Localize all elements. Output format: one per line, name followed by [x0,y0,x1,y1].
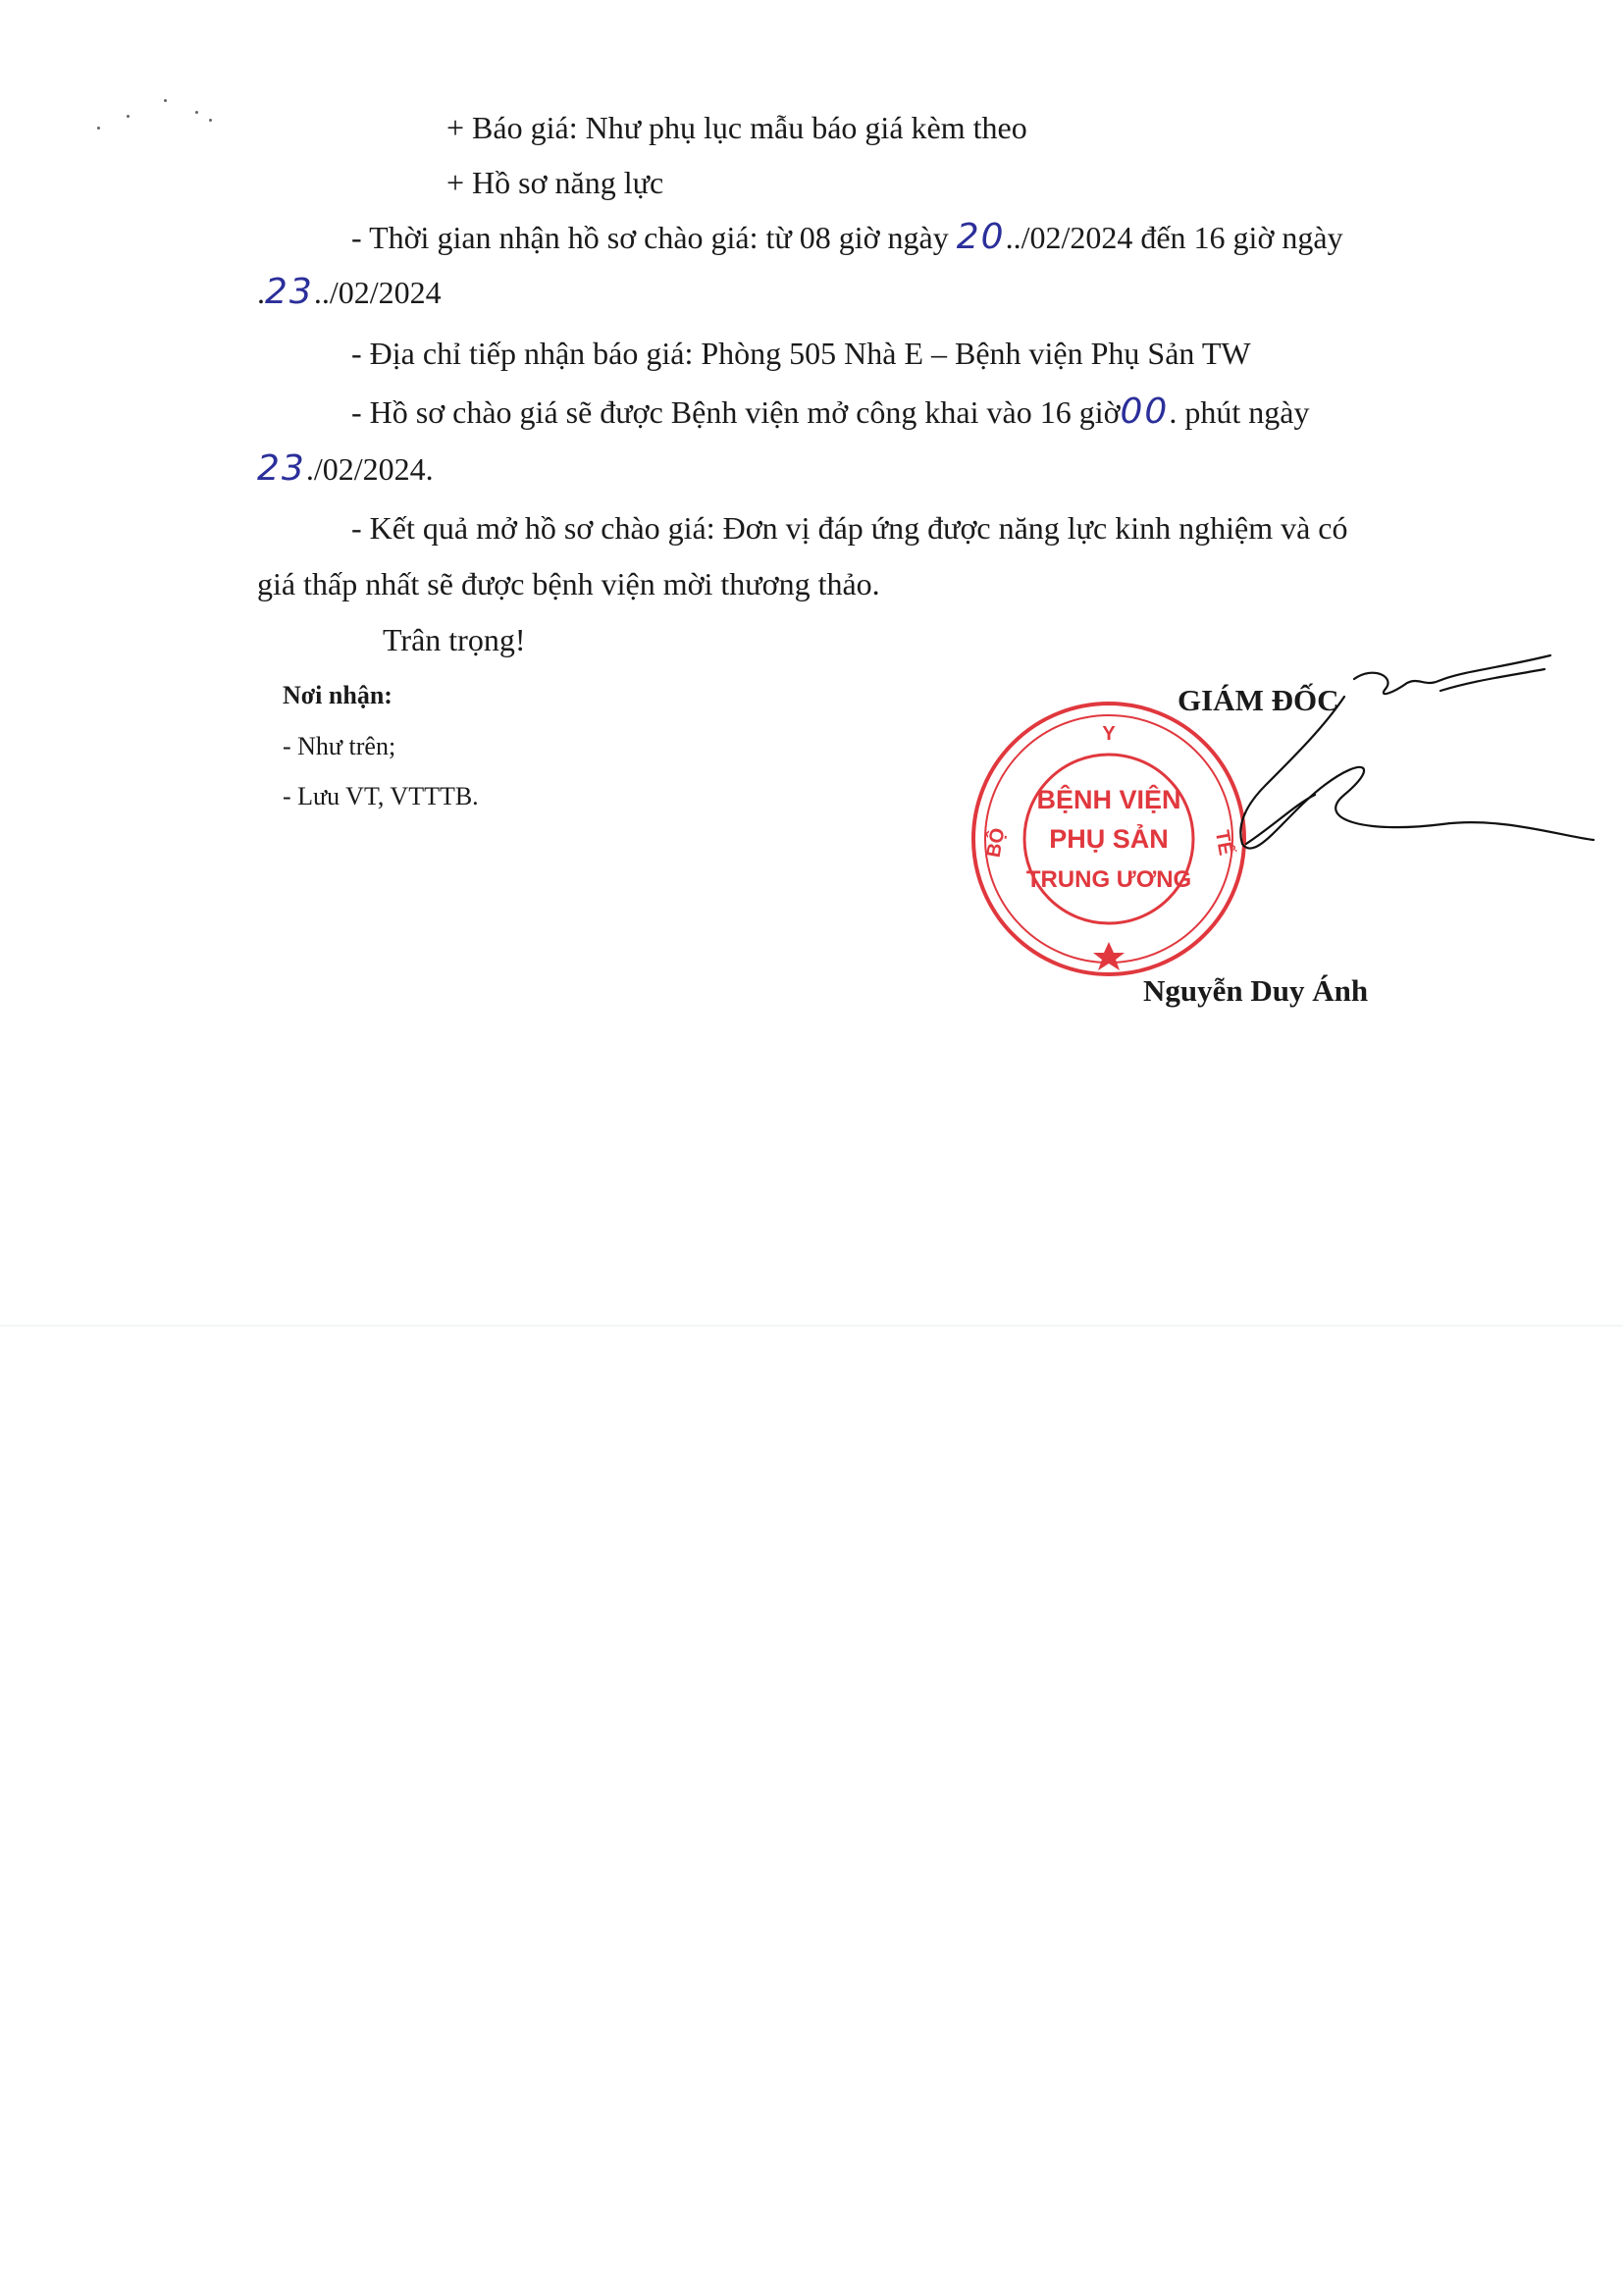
mo-ho-so-date-line: 23./02/2024. [257,448,434,489]
scan-artifact-line [0,1325,1623,1327]
thoi-gian-end-line: .23../02/2024 [257,272,442,312]
stamp-line-1: BỆNH VIỆN [1036,785,1181,814]
handwritten-minute: 00 [1120,391,1170,432]
handwritten-start-day: 20 [956,217,1006,257]
dia-chi-line: - Địa chỉ tiếp nhận báo giá: Phòng 505 Nhà E – Bệnh viện Phụ Sản TW [351,336,1251,371]
tran-trong: Trân trọng! [383,622,526,657]
stamp-line-2: PHỤ SẢN [1049,824,1169,854]
ket-qua-line-2: giá thấp nhất sẽ được bệnh viện mời thương thảo. [257,566,880,601]
noi-nhan-item-1: - Như trên; [283,732,396,760]
bullet-ho-so: + Hồ sơ năng lực [446,165,664,200]
stamp-left-letters: BỘ [982,826,1010,860]
stamp-top-letter: Y [1102,723,1116,745]
handwritten-open-day: 23 [257,448,306,489]
director-name: Nguyễn Duy Ánh [1143,973,1369,1008]
noi-nhan-title: Nơi nhận: [283,681,393,709]
bullet-bao-gia: + Báo giá: Như phụ lục mẫu báo giá kèm theo [446,110,1027,145]
thoi-gian-line: - Thời gian nhận hồ sơ chào giá: từ 08 giờ ngày 20../02/2024 đến 16 giờ ngày [351,217,1343,257]
ket-qua-line-1: - Kết quả mở hồ sơ chào giá: Đơn vị đáp ứng được năng lực kinh nghiệm và có [351,510,1348,546]
handwritten-end-day: 23 [265,272,314,312]
position-title: GIÁM ĐỐC [1178,683,1339,717]
mo-ho-so-line: - Hồ sơ chào giá sẽ được Bệnh viện mở công khai vào 16 giờ00. phút ngày [351,391,1310,432]
stamp-right-letters: TẾ [1210,828,1236,858]
stamp-line-3: TRUNG ƯƠNG [1025,866,1192,893]
director-signature [1148,648,1599,873]
scan-specks [93,93,231,142]
stamp-star-icon [1093,942,1125,970]
noi-nhan-item-2: - Lưu VT, VTTTB. [283,782,479,810]
